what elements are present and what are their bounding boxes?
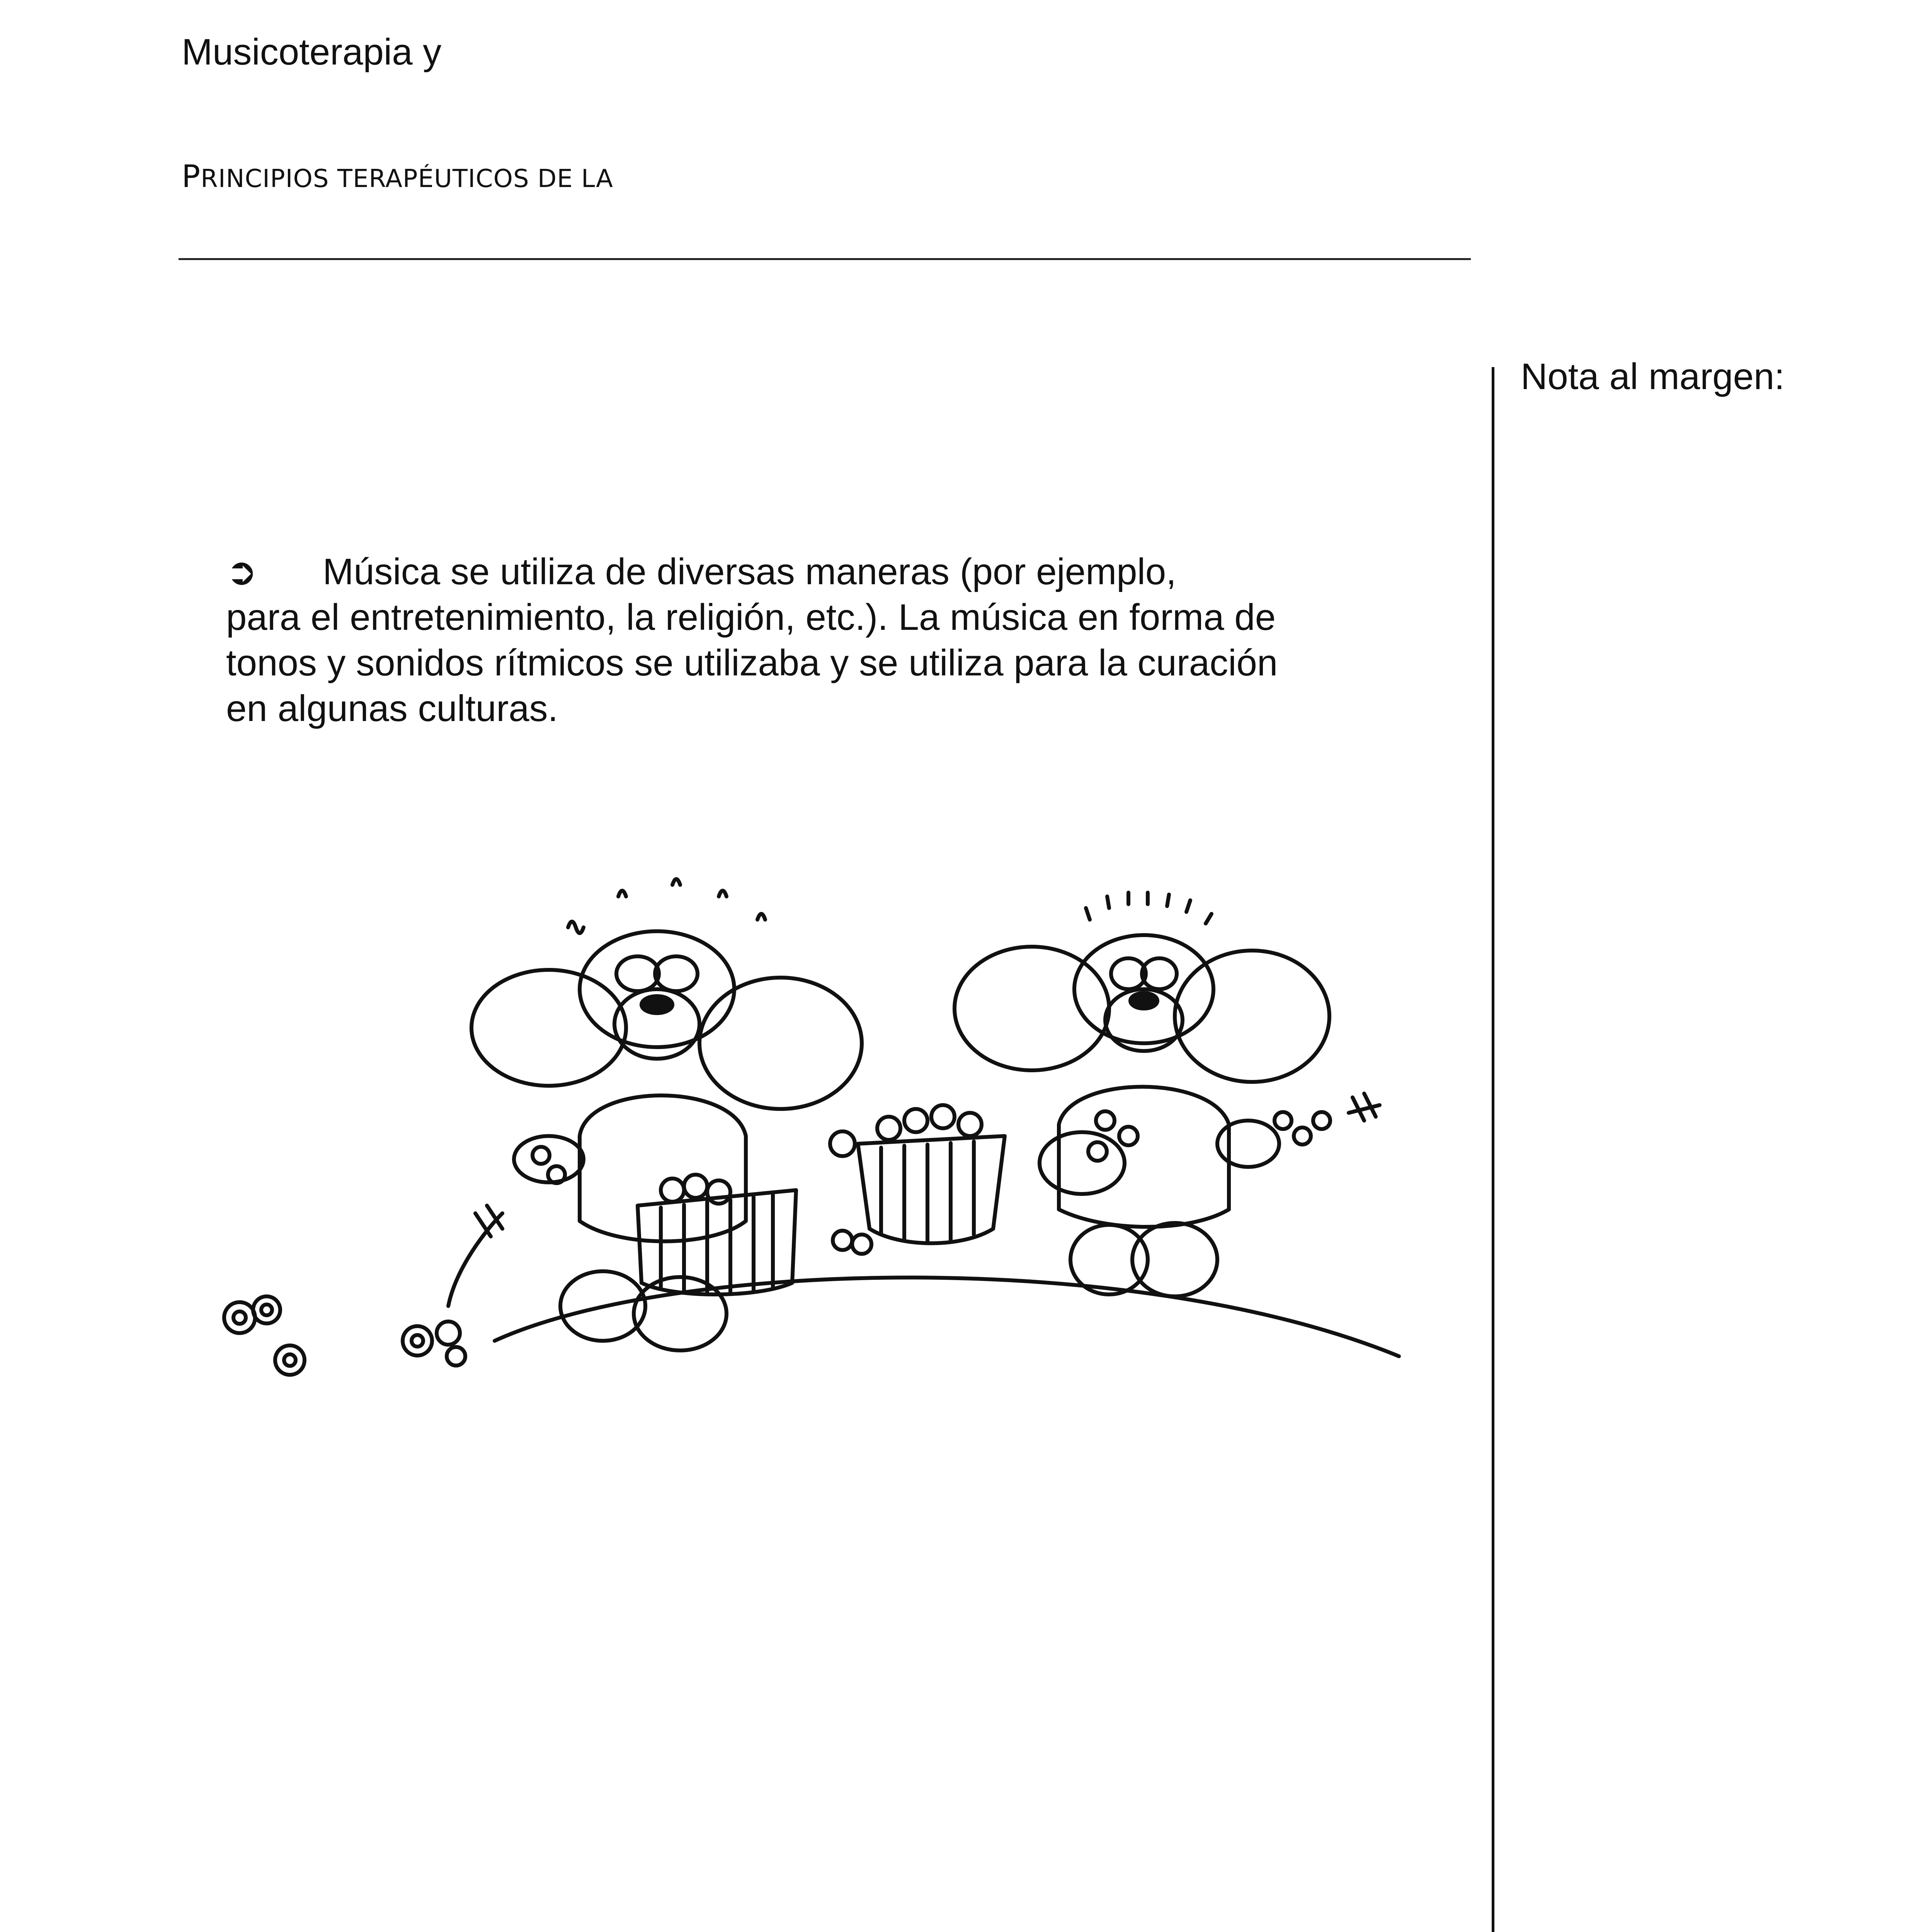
paragraph-line-2: para el entretenimiento, la religión, etc.). La música en forma de (226, 597, 1276, 638)
paragraph-text-1: Música se utiliza de diversas maneras (por ejemplo, (323, 551, 1176, 592)
torso (1059, 1087, 1229, 1227)
middle-basket (830, 1105, 1005, 1254)
ground-line (495, 1277, 1399, 1356)
paragraph-line-3: tonos y sonidos rítmicos se utilizaba y se utiliza para la curación (226, 642, 1278, 684)
left-foot (1070, 1225, 1148, 1294)
left-ear (471, 970, 626, 1086)
right-foot (1132, 1223, 1217, 1296)
bullet-paragraph (226, 549, 1463, 731)
right-hand (1217, 1121, 1279, 1167)
right-ear (699, 978, 862, 1109)
right-foot (634, 1277, 727, 1350)
falling-beans (224, 1206, 502, 1375)
right-character (955, 893, 1380, 1296)
subtitle-initial: P (182, 158, 201, 194)
cartoon-illustration (209, 842, 1492, 1422)
arrow-bullet-icon: ➲ (226, 550, 257, 593)
document-header-title: Musicoterapia y (182, 31, 442, 73)
right-ear (1175, 951, 1329, 1082)
subtitle-smallcaps: RINCIPIOS TERAPÉUTICOS DE LA (201, 165, 613, 193)
document-header-subtitle (182, 158, 613, 194)
left-hand (1040, 1132, 1125, 1194)
paragraph-line-1 (226, 549, 1463, 595)
paragraph-line-4: en algunas culturas. (226, 688, 558, 729)
margin-note-label: Nota al margen: (1521, 356, 1785, 397)
margin-divider (1492, 367, 1494, 1932)
left-ear (955, 947, 1109, 1070)
header-divider (179, 258, 1471, 260)
